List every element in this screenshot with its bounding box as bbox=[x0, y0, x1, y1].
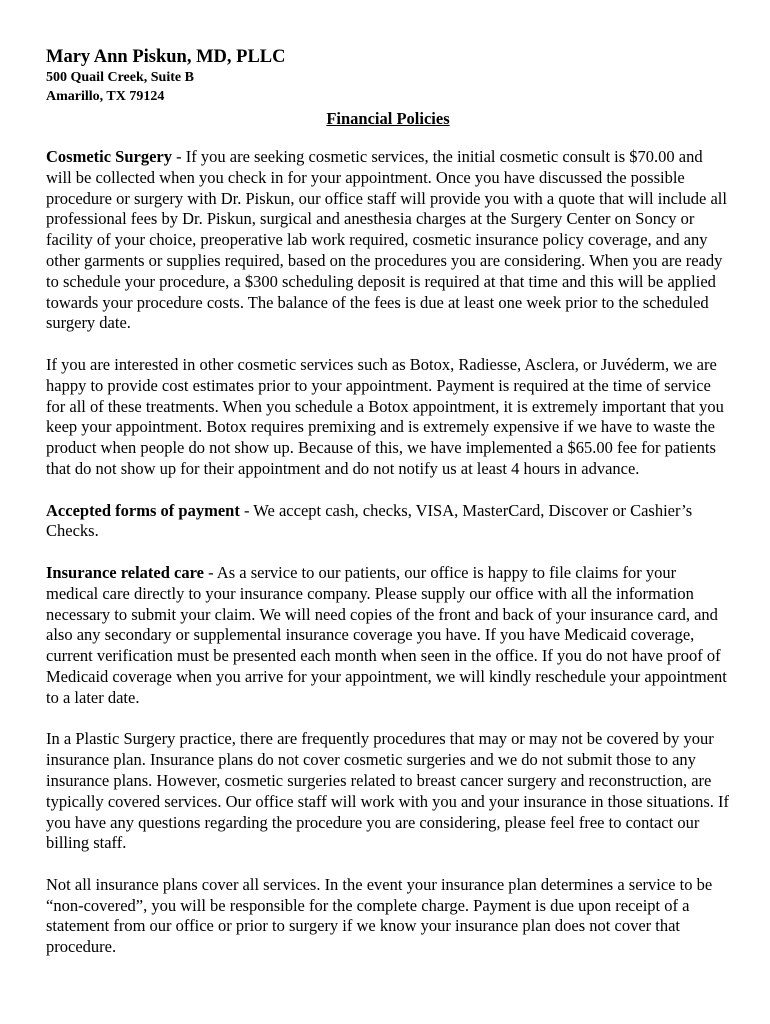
cosmetic-surgery-paragraph bbox=[46, 147, 730, 334]
payment-heading: Accepted forms of payment bbox=[46, 500, 240, 520]
address-line-2: Amarillo, TX 79124 bbox=[46, 89, 165, 104]
cosmetic-surgery-heading: Cosmetic Surgery bbox=[46, 147, 173, 166]
insurance-text: - As a service to our patients, our office is happy to file claims for your medical care directly to your insurance company. Please supply our office with all the information necessary to submit your claim. We will need copies of the front and back of your insurance card, and also any secondary or supplemental insurance coverage you have. If you have Medicaid coverage, current verification must be presented each month when seen in the office. If you do not have proof of Medicaid coverage when you arrive for your appointment, we will kindly reschedule your appointment to a later date. bbox=[46, 562, 727, 707]
practice-name: Mary Ann Piskun, MD, PLLC bbox=[46, 47, 286, 67]
insurance-heading: Insurance related care bbox=[46, 562, 204, 582]
plastic-surgery-paragraph: In a Plastic Surgery practice, there are frequently procedures that may or may not be covered by your insurance plan. Insurance plans do not cover cosmetic surgeries and we do not submit those to any insurance plans. However, cosmetic surgeries related to breast cancer surgery and reconstruction, are typically covered services. Our office staff will work with you and your insurance in those situations. If you have any questions regarding the procedure you are considering, please feel free to contact our billing staff. bbox=[46, 729, 730, 853]
payment-text: - We accept cash, checks, VISA, MasterCard, Discover or Cashier’s Checks. bbox=[46, 500, 693, 541]
insurance-paragraph bbox=[46, 563, 730, 709]
other-services-paragraph: If you are interested in other cosmetic services such as Botox, Radiesse, Asclera, or Juvéderm, we are happy to provide cost estimates prior to your appointment. Payment is required at the time of service for all of these treatments. When you schedule a Botox appointment, it is extremely important that you keep your appointment. Botox requires premixing and is extremely expensive if we have to waste the product when people do not show up. Because of this, we have implemented a $65.00 fee for patients that do not show up for their appointment and do not notify us at least 4 hours in advance. bbox=[46, 354, 724, 478]
address-line-1: 500 Quail Creek, Suite B bbox=[46, 70, 194, 85]
non-covered-paragraph: Not all insurance plans cover all services. In the event your insurance plan determines a service to be “non-covered”, you will be responsible for the complete charge. Payment is due upon receipt of a statement from our office or prior to surgery if we know your insurance plan does not cover that procedure. bbox=[46, 874, 713, 957]
payment-paragraph bbox=[46, 501, 730, 543]
document-title: Financial Policies bbox=[326, 109, 450, 128]
cosmetic-surgery-text: - If you are seeking cosmetic services, the initial cosmetic consult is $70.00 and will be collected when you check in for your appointment. Once you have discussed the possible procedure or surgery with Dr. Piskun, our office staff will provide you with a quote that will include all professional fees by Dr. Piskun, surgical and anesthesia charges at the Surgery Center on Soncy or facility of your choice, preoperative lab work required, cosmetic insurance policy coverage, and any other garments or supplies required, based on the procedures you are considering. When you are ready to schedule your procedure, a $300 scheduling deposit is required at that time and this will be applied towards your procedure costs. The balance of the fees is due at least one week prior to the scheduled surgery date. bbox=[46, 147, 727, 333]
